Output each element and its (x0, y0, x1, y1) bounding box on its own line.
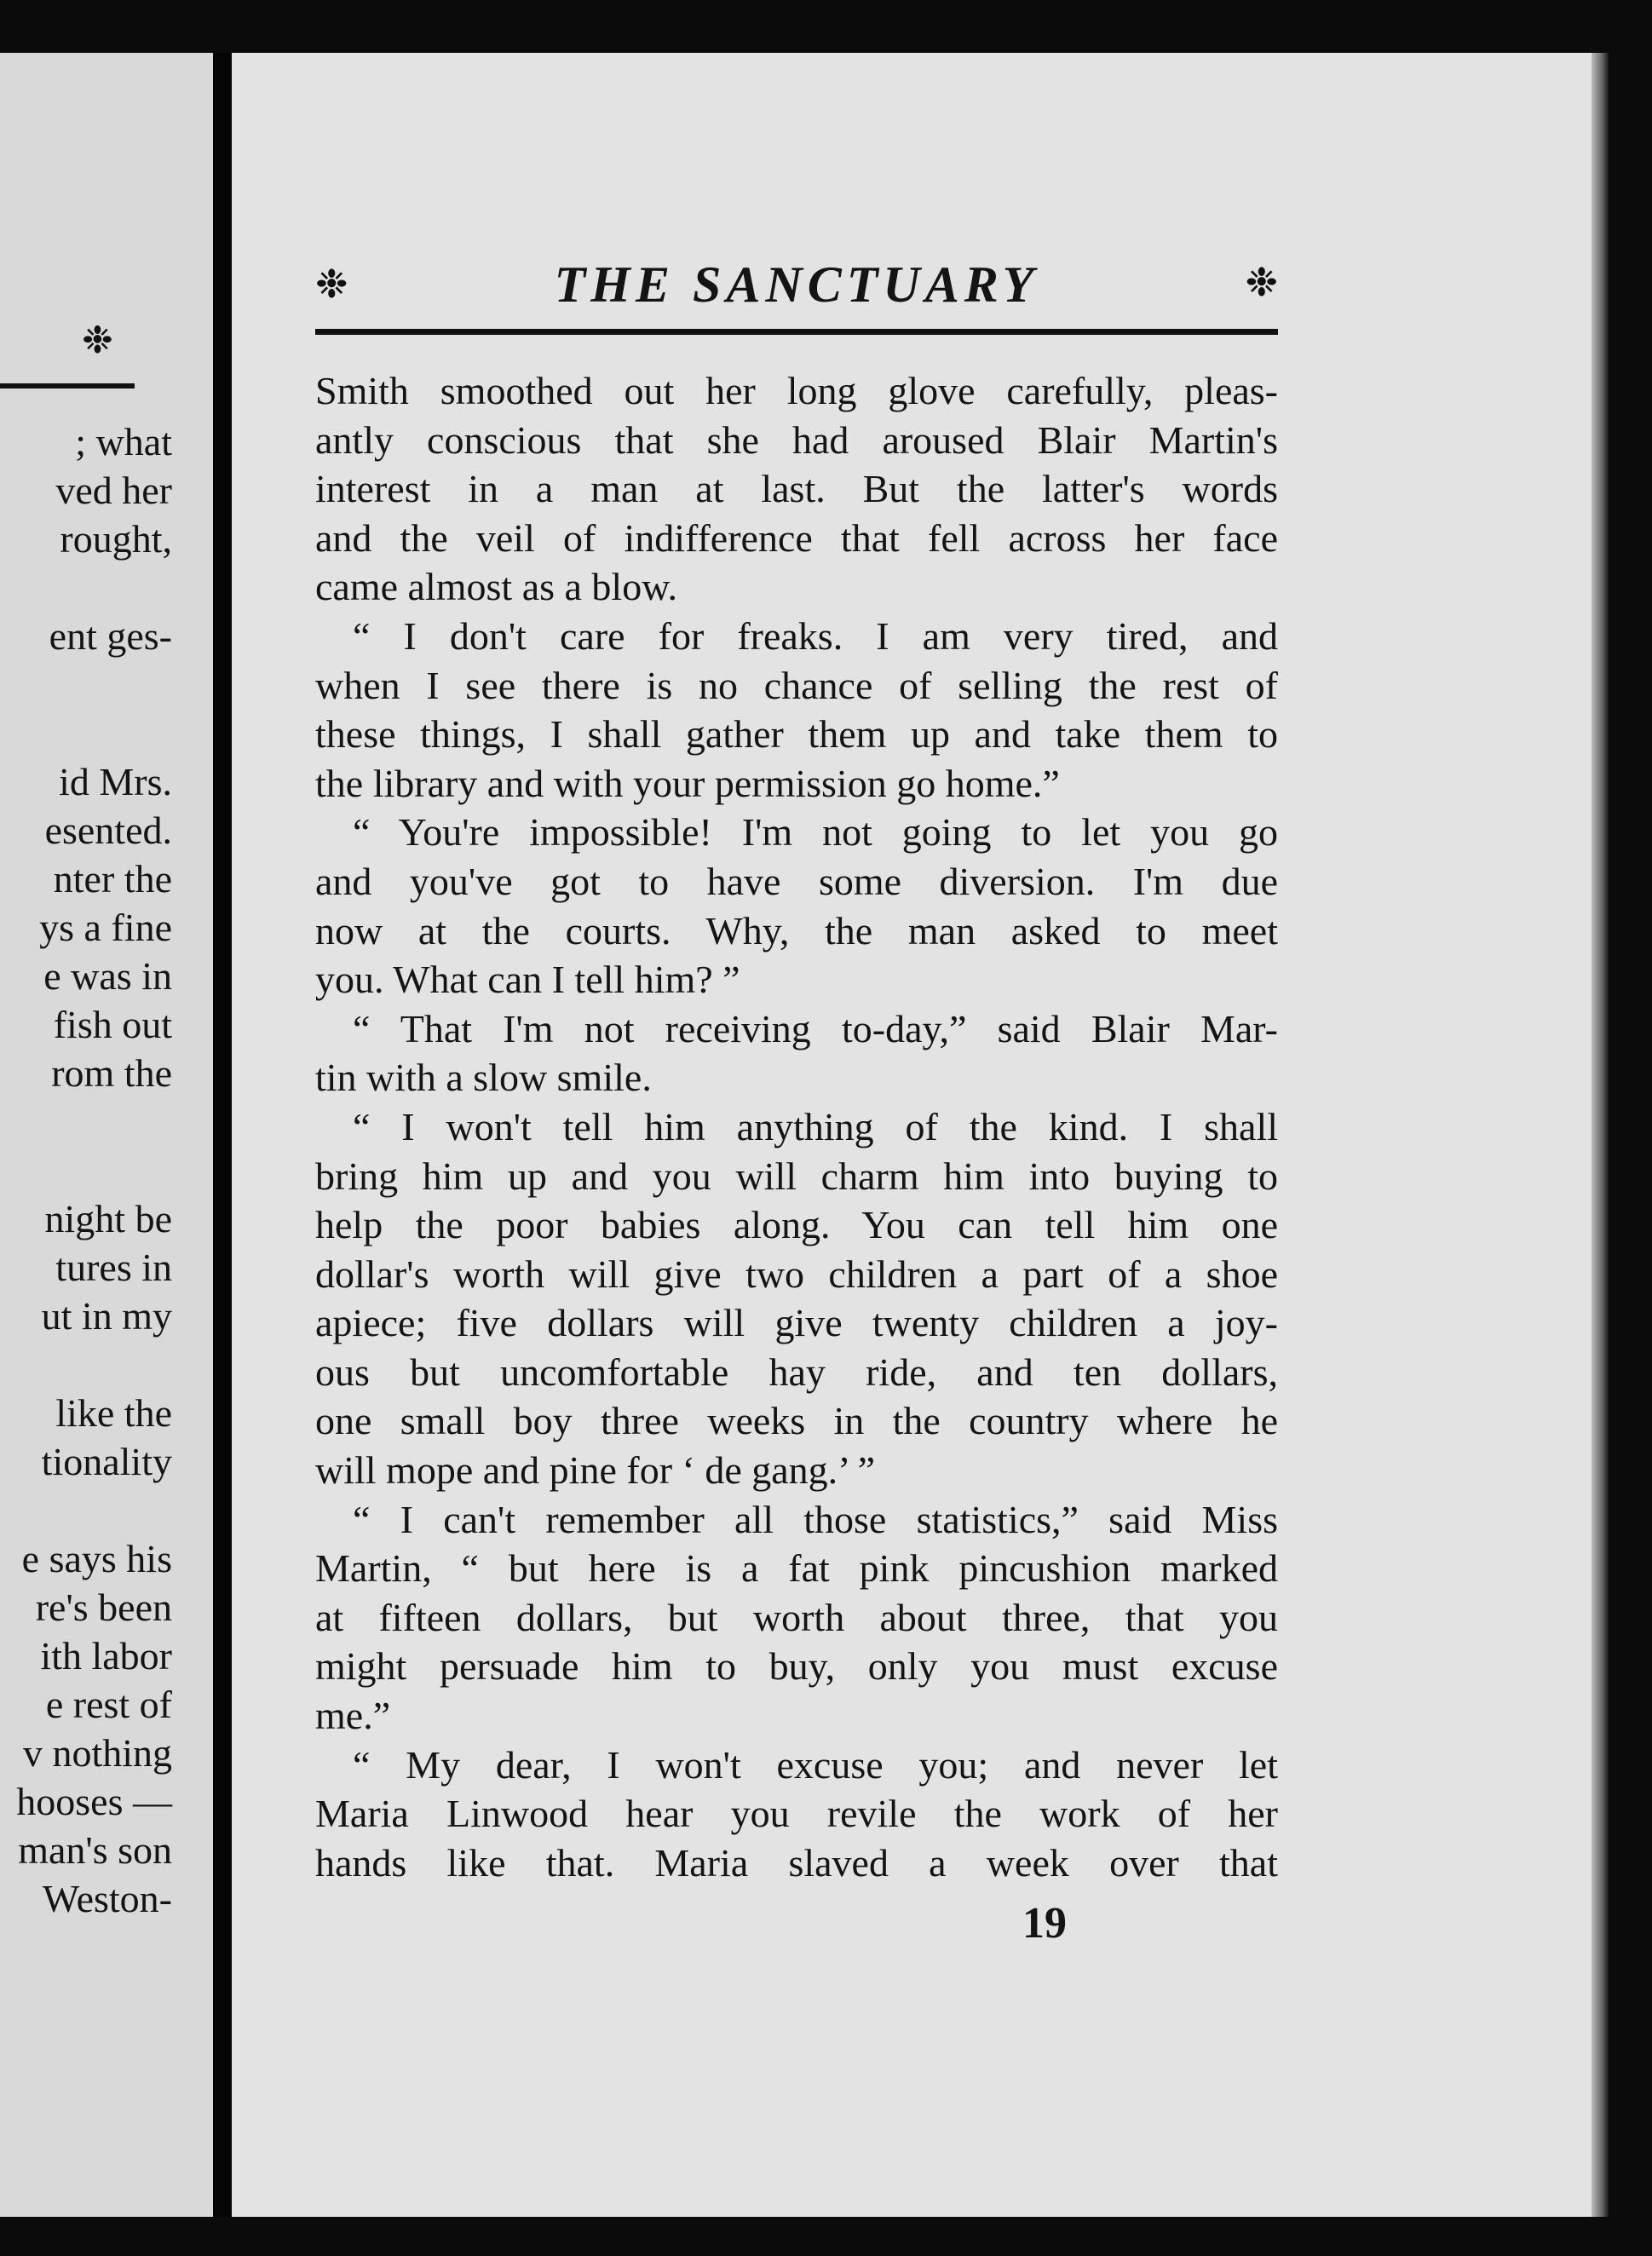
left-text-line: e rest of (45, 1683, 172, 1726)
text-line: apiece; five dollars will give twenty children a joy- (315, 1301, 1278, 1345)
left-text-line: v nothing (22, 1731, 172, 1775)
page-edge-shadow (1592, 53, 1609, 2217)
text-line: bring him up and you will charm him into buying to (315, 1154, 1278, 1198)
text-line: you. What can I tell him? ” (315, 958, 740, 1002)
text-line: Maria Linwood hear you revile the work of her (315, 1792, 1278, 1836)
book-gutter (213, 53, 232, 2217)
left-text-line: tures in (55, 1246, 172, 1289)
left-text-line: ys a fine (39, 906, 172, 949)
left-page (0, 53, 213, 2217)
page-title: THE SANCTUARY (554, 256, 1039, 313)
left-page-text (0, 417, 172, 1923)
text-line: “ I can't remember all those statistics,” said Miss (353, 1497, 1278, 1541)
left-text-line: man's son (18, 1828, 172, 1872)
text-line: “ That I'm not receiving to-day,” said Blair Mar- (353, 1006, 1278, 1050)
text-line: Martin, “ but here is a fat pink pincushion marked (315, 1546, 1278, 1591)
left-text-line (0, 1146, 172, 1194)
header-ornament-right-icon: ❉ (1245, 261, 1278, 304)
left-text-line: e says his (21, 1537, 172, 1580)
page-number: 19 (1022, 1899, 1067, 1948)
left-text-line: ith labor (40, 1634, 172, 1678)
left-text-line: Weston- (42, 1877, 172, 1920)
left-text-line: id Mrs. (59, 760, 172, 803)
left-text-line (0, 1340, 172, 1389)
text-line: ous but uncomfortable hay ride, and ten dollars, (315, 1350, 1278, 1394)
left-text-line: like the (55, 1391, 172, 1435)
left-text-line: ; what (75, 420, 172, 463)
text-line: “ I don't care for freaks. I am very tired, and (353, 613, 1278, 658)
text-line: and you've got to have some diversion. I'm due (315, 859, 1278, 903)
text-line: might persuade him to buy, only you must excuse (315, 1644, 1278, 1689)
left-text-line: night be (44, 1197, 172, 1240)
text-line: now at the courts. Why, the man asked to meet (315, 908, 1278, 952)
text-line: at fifteen dollars, but worth about three, that you (315, 1595, 1278, 1639)
left-text-line: ved her (55, 469, 172, 512)
left-text-line: re's been (35, 1586, 172, 1629)
text-line: the library and with your permission go home.” (315, 761, 1060, 805)
text-line: “ I won't tell him anything of the kind. I shall (353, 1104, 1278, 1148)
running-head (315, 252, 1278, 320)
text-line: when I see there is no chance of selling the rest of (315, 663, 1278, 707)
left-text-line: rought, (60, 517, 172, 561)
text-line: interest in a man at last. But the latter's words (315, 467, 1278, 511)
text-line: came almost as a blow. (315, 565, 677, 609)
text-line: these things, I shall gather them up and take them to (315, 712, 1278, 757)
left-text-line: ut in my (41, 1294, 172, 1338)
header-ornament-left-icon: ❉ (315, 262, 348, 306)
text-line: me.” (315, 1694, 391, 1738)
left-text-line (0, 660, 172, 709)
text-line: Smith smoothed out her long glove carefully, pleas- (315, 369, 1278, 412)
text-line: tin with a slow smile. (315, 1056, 652, 1100)
text-line: “ My dear, I won't excuse you; and never let (353, 1742, 1278, 1787)
left-text-line: tionality (41, 1440, 172, 1483)
text-line: hands like that. Maria slaved a week over that (315, 1840, 1278, 1885)
left-header-ornament-icon: ❉ (82, 319, 113, 361)
left-text-line: hooses — (16, 1780, 172, 1823)
text-line: antly conscious that she had aroused Blair Martin's (315, 417, 1278, 462)
left-text-line: nter the (53, 857, 172, 901)
text-line: help the poor babies along. You can tell him one (315, 1203, 1278, 1247)
text-line: “ You're impossible! I'm not going to let you go (353, 810, 1278, 855)
left-text-line (0, 1486, 172, 1534)
header-rule (315, 329, 1278, 335)
text-line: will mope and pine for ‘ de gang.’ ” (315, 1448, 875, 1493)
left-text-line (0, 709, 172, 757)
left-text-line: e was in (43, 954, 172, 998)
text-line: one small boy three weeks in the country where he (315, 1399, 1278, 1443)
left-text-line: ent ges- (49, 614, 172, 658)
text-line: dollar's worth will give two children a part of a shoe (315, 1252, 1278, 1296)
left-header-rule (0, 383, 135, 388)
body-text (315, 366, 1278, 1887)
left-text-line: rom the (51, 1051, 172, 1095)
left-text-line: fish out (53, 1003, 172, 1046)
text-line: and the veil of indifference that fell across her face (315, 515, 1278, 560)
left-text-line: esented. (44, 809, 172, 852)
left-text-line (0, 563, 172, 612)
left-text-line (0, 1097, 172, 1146)
